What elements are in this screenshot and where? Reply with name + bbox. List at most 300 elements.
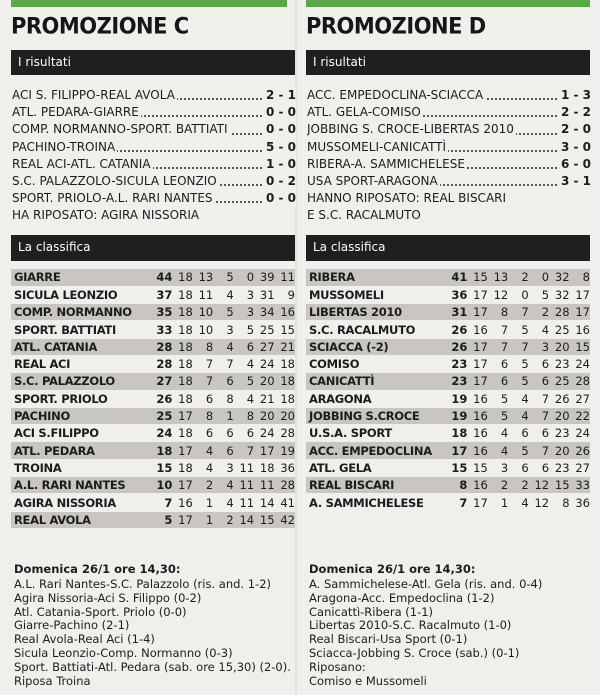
stat-cell: 11 <box>234 494 254 511</box>
stat-cell: 13 <box>193 269 213 286</box>
result-score: 3 - 0 <box>560 139 591 154</box>
standings-row <box>306 269 590 286</box>
stat-cell: 12 <box>529 477 549 494</box>
stat-cell: 17 <box>467 494 487 511</box>
stat-cell: 2 <box>213 511 233 528</box>
stat-cell: 2 <box>508 477 528 494</box>
team-name: S.C. PALAZZOLO <box>11 373 149 390</box>
stat-cell: 17 <box>570 286 590 303</box>
team-name: LIBERTAS 2010 <box>306 304 444 321</box>
result-score: 6 - 0 <box>560 156 591 171</box>
stat-cell: 9 <box>275 286 295 303</box>
stat-cell: 18 <box>172 425 192 442</box>
stat-cell: 1 <box>193 494 213 511</box>
result-score: 1 - 0 <box>265 156 296 171</box>
standings-row <box>11 269 295 286</box>
stat-cell: 2 <box>508 269 528 286</box>
results-header: I risultati <box>11 50 295 75</box>
right-accent-bar <box>306 0 590 7</box>
standings-row <box>11 355 295 372</box>
stat-cell: 16 <box>467 477 487 494</box>
stat-cell: 16 <box>570 321 590 338</box>
stat-cell: 6 <box>234 425 254 442</box>
standings-row <box>306 425 590 442</box>
team-name: SPORT. BATTIATI <box>11 321 149 338</box>
stat-cell: 28 <box>570 373 590 390</box>
stat-cell: 21 <box>275 338 295 355</box>
stat-cell: 3 <box>529 338 549 355</box>
team-name: COMISO <box>306 355 444 372</box>
points-cell: 26 <box>149 390 173 407</box>
result-row <box>12 104 296 121</box>
result-match: ACI S. FILIPPO-REAL AVOLA <box>12 88 175 102</box>
stat-cell: 4 <box>213 477 233 494</box>
points-cell: 19 <box>444 390 468 407</box>
stat-cell: 20 <box>549 442 569 459</box>
standings-row <box>306 390 590 407</box>
team-name: ARAGONA <box>306 390 444 407</box>
stat-cell: 6 <box>213 373 233 390</box>
schedule <box>309 562 593 687</box>
stat-cell: 5 <box>508 355 528 372</box>
stat-cell: 17 <box>467 338 487 355</box>
stat-cell: 25 <box>254 321 274 338</box>
stat-cell: 19 <box>275 442 295 459</box>
points-cell: 28 <box>149 338 173 355</box>
stat-cell: 2 <box>488 477 508 494</box>
points-cell: 15 <box>149 459 173 476</box>
result-score: 1 - 3 <box>560 88 591 102</box>
standings-row <box>11 425 295 442</box>
team-name: CANICATTÌ <box>306 373 444 390</box>
stat-cell: 14 <box>254 494 274 511</box>
stat-cell: 39 <box>254 269 274 286</box>
standings-header: La classifica <box>11 235 295 261</box>
standings-row <box>306 304 590 321</box>
stat-cell: 3 <box>234 304 254 321</box>
stat-cell: 20 <box>275 407 295 424</box>
stat-cell: 4 <box>488 425 508 442</box>
stat-cell: 20 <box>549 407 569 424</box>
points-cell: 10 <box>149 477 173 494</box>
schedule-line: Riposa Troina <box>14 673 91 688</box>
standings-row <box>11 442 295 459</box>
stat-cell: 6 <box>508 425 528 442</box>
stat-cell: 2 <box>193 477 213 494</box>
stat-cell: 23 <box>549 355 569 372</box>
stat-cell: 7 <box>508 338 528 355</box>
stat-cell: 11 <box>254 477 274 494</box>
team-name: S.C. RACALMUTO <box>306 321 444 338</box>
result-match: PACHINO-TROINA <box>12 139 116 154</box>
stat-cell: 32 <box>549 286 569 303</box>
result-match: RIBERA-A. SAMMICHELESE <box>307 156 465 171</box>
points-cell: 36 <box>444 286 468 303</box>
stat-cell: 4 <box>193 459 213 476</box>
points-cell: 25 <box>149 407 173 424</box>
stat-cell: 4 <box>529 321 549 338</box>
stat-cell: 32 <box>549 269 569 286</box>
stat-cell: 17 <box>467 355 487 372</box>
points-cell: 28 <box>149 355 173 372</box>
stat-cell: 15 <box>467 459 487 476</box>
stat-cell: 8 <box>193 407 213 424</box>
stat-cell: 7 <box>529 442 549 459</box>
stat-cell: 15 <box>570 338 590 355</box>
section-title: PROMOZIONE C <box>11 13 189 39</box>
result-match: MUSSOMELI-CANICATTÌ <box>307 139 447 154</box>
stat-cell: 4 <box>213 286 233 303</box>
points-cell: 23 <box>444 355 468 372</box>
stat-cell: 33 <box>570 477 590 494</box>
stat-cell: 5 <box>488 407 508 424</box>
stat-cell: 24 <box>570 355 590 372</box>
stat-cell: 12 <box>529 494 549 511</box>
result-match: USA SPORT-ARAGONA <box>307 173 438 188</box>
stat-cell: 18 <box>172 269 192 286</box>
stat-cell: 15 <box>275 321 295 338</box>
stat-cell: 17 <box>570 304 590 321</box>
stat-cell: 7 <box>529 390 549 407</box>
stat-cell: 0 <box>529 269 549 286</box>
stat-cell: 18 <box>172 459 192 476</box>
team-name: SICULA LEONZIO <box>11 286 149 303</box>
stat-cell: 17 <box>172 442 192 459</box>
standings-row <box>306 286 590 303</box>
stat-cell: 0 <box>234 269 254 286</box>
stat-cell: 16 <box>467 442 487 459</box>
stat-cell: 16 <box>467 321 487 338</box>
stat-cell: 36 <box>570 494 590 511</box>
standings-row <box>11 477 295 494</box>
schedule-line: Sciacca-Jobbing S. Croce (sab.) (0-1) <box>309 645 520 660</box>
stat-cell: 8 <box>488 304 508 321</box>
result-row <box>307 104 591 121</box>
stat-cell: 18 <box>172 373 192 390</box>
stat-cell: 11 <box>193 286 213 303</box>
stat-cell: 6 <box>529 425 549 442</box>
stat-cell: 16 <box>467 390 487 407</box>
points-cell: 26 <box>444 321 468 338</box>
schedule-line: Real Avola-Real Aci (1-4) <box>14 632 155 647</box>
stat-cell: 16 <box>172 494 192 511</box>
stat-cell: 21 <box>254 390 274 407</box>
standings-row <box>306 459 590 476</box>
stat-cell: 18 <box>172 286 192 303</box>
results-list <box>307 87 591 224</box>
standings-row <box>306 338 590 355</box>
stat-cell: 20 <box>254 407 274 424</box>
stat-cell: 7 <box>193 355 213 372</box>
stat-cell: 22 <box>570 407 590 424</box>
result-row <box>307 121 591 138</box>
standings-row <box>11 373 295 390</box>
points-cell: 18 <box>149 442 173 459</box>
points-cell: 8 <box>444 477 468 494</box>
standings-table <box>11 269 295 529</box>
stat-cell: 4 <box>508 494 528 511</box>
stat-cell: 28 <box>549 304 569 321</box>
stat-cell: 27 <box>254 338 274 355</box>
schedule-line: Agira Nissoria-Aci S. Filippo (0-2) <box>14 590 202 605</box>
stat-cell: 17 <box>467 286 487 303</box>
stat-cell: 4 <box>488 442 508 459</box>
team-name: TROINA <box>11 459 149 476</box>
standings-table <box>306 269 590 512</box>
stat-cell: 7 <box>193 373 213 390</box>
points-cell: 7 <box>149 494 173 511</box>
stat-cell: 5 <box>213 304 233 321</box>
stat-cell: 18 <box>275 355 295 372</box>
standings-row <box>306 477 590 494</box>
team-name: SCIACCA (-2) <box>306 338 444 355</box>
team-name: JOBBING S.CROCE <box>306 407 444 424</box>
stat-cell: 6 <box>529 459 549 476</box>
points-cell: 33 <box>149 321 173 338</box>
team-name: A. SAMMICHELESE <box>306 494 444 511</box>
stat-cell: 6 <box>193 425 213 442</box>
stat-cell: 5 <box>508 442 528 459</box>
schedule-line: Giarre-Pachino (2-1) <box>14 618 130 633</box>
results-list <box>12 87 296 224</box>
stat-cell: 6 <box>508 459 528 476</box>
rest-note: HANNO RIPOSATO: REAL BISCARI <box>307 191 507 206</box>
result-row <box>12 190 296 207</box>
schedule-line: Comiso e Mussomeli <box>309 673 427 688</box>
stat-cell: 6 <box>529 373 549 390</box>
standings-row <box>306 355 590 372</box>
stat-cell: 8 <box>193 338 213 355</box>
team-name: GIARRE <box>11 269 149 286</box>
stat-cell: 4 <box>508 407 528 424</box>
stat-cell: 5 <box>234 321 254 338</box>
stat-cell: 6 <box>529 355 549 372</box>
standings-row <box>11 390 295 407</box>
stat-cell: 0 <box>508 286 528 303</box>
standings-row <box>11 304 295 321</box>
points-cell: 35 <box>149 304 173 321</box>
result-score: 2 - 2 <box>560 105 591 120</box>
stat-cell: 34 <box>254 304 274 321</box>
schedule-line: Sicula Leonzio-Comp. Normanno (0-3) <box>14 645 233 660</box>
stat-cell: 5 <box>508 373 528 390</box>
result-row <box>307 139 591 156</box>
stat-cell: 27 <box>570 390 590 407</box>
stat-cell: 18 <box>172 355 192 372</box>
team-name: ATL. PEDARA <box>11 442 149 459</box>
standings-row <box>306 321 590 338</box>
stat-cell: 3 <box>213 321 233 338</box>
standings-row <box>306 407 590 424</box>
standings-row <box>11 321 295 338</box>
rest-note: E S.C. RACALMUTO <box>307 208 421 223</box>
result-score: 3 - 1 <box>560 173 591 188</box>
schedule <box>14 562 298 687</box>
section-title: PROMOZIONE D <box>306 13 486 39</box>
stat-cell: 10 <box>193 321 213 338</box>
stat-cell: 18 <box>275 373 295 390</box>
result-row <box>12 121 296 138</box>
team-name: ATL. CATANIA <box>11 338 149 355</box>
team-name: ACC. EMPEDOCLINA <box>306 442 444 459</box>
points-cell: 23 <box>444 373 468 390</box>
stat-cell: 17 <box>467 304 487 321</box>
stat-cell: 15 <box>254 511 274 528</box>
stat-cell: 1 <box>488 494 508 511</box>
result-score: 2 - 0 <box>560 122 591 137</box>
stat-cell: 6 <box>213 442 233 459</box>
standings-row <box>11 286 295 303</box>
stat-cell: 4 <box>234 355 254 372</box>
stat-cell: 3 <box>213 459 233 476</box>
stat-cell: 12 <box>488 286 508 303</box>
points-cell: 19 <box>444 407 468 424</box>
stat-cell: 20 <box>549 338 569 355</box>
team-name: RIBERA <box>306 269 444 286</box>
stat-cell: 11 <box>234 459 254 476</box>
stat-cell: 6 <box>488 355 508 372</box>
result-match: SPORT. PRIOLO-A.L. RARI NANTES <box>12 191 213 206</box>
schedule-line: Riposano: <box>309 659 366 674</box>
stat-cell: 17 <box>172 407 192 424</box>
standings-row <box>11 407 295 424</box>
stat-cell: 11 <box>234 477 254 494</box>
schedule-line: Libertas 2010-S.C. Racalmuto (1-0) <box>309 618 512 633</box>
stat-cell: 7 <box>529 407 549 424</box>
team-name: SPORT. PRIOLO <box>11 390 149 407</box>
stat-cell: 3 <box>234 286 254 303</box>
schedule-line: Atl. Catania-Sport. Priolo (0-0) <box>14 604 187 619</box>
stat-cell: 7 <box>488 338 508 355</box>
stat-cell: 15 <box>467 269 487 286</box>
team-name: ATL. GELA <box>306 459 444 476</box>
team-name: ACI S.FILIPPO <box>11 425 149 442</box>
stat-cell: 42 <box>275 511 295 528</box>
stat-cell: 7 <box>234 442 254 459</box>
stat-cell: 17 <box>172 477 192 494</box>
schedule-line: Real Biscari-Usa Sport (0-1) <box>309 632 468 647</box>
stat-cell: 10 <box>193 304 213 321</box>
stat-cell: 4 <box>234 390 254 407</box>
stat-cell: 8 <box>213 390 233 407</box>
team-name: AGIRA NISSORIA <box>11 494 149 511</box>
team-name: PACHINO <box>11 407 149 424</box>
points-cell: 44 <box>149 269 173 286</box>
stat-cell: 24 <box>570 425 590 442</box>
schedule-title: Domenica 26/1 ore 14,30: <box>309 562 476 576</box>
stat-cell: 18 <box>254 459 274 476</box>
standings-row <box>306 373 590 390</box>
team-name: REAL AVOLA <box>11 511 149 528</box>
schedule-line: A.L. Rari Nantes-S.C. Palazzolo (ris. and. 1-2) <box>14 577 271 591</box>
result-row <box>307 87 591 104</box>
schedule-line: Canicattì-Ribera (1-1) <box>309 604 434 619</box>
stat-cell: 6 <box>193 390 213 407</box>
stat-cell: 16 <box>467 425 487 442</box>
standings-header: La classifica <box>306 235 590 261</box>
team-name: REAL ACI <box>11 355 149 372</box>
team-name: A.L. RARI NANTES <box>11 477 149 494</box>
stat-cell: 14 <box>234 511 254 528</box>
stat-cell: 18 <box>172 321 192 338</box>
team-name: COMP. NORMANNO <box>11 304 149 321</box>
result-score: 0 - 0 <box>265 105 296 120</box>
stat-cell: 1 <box>193 511 213 528</box>
stat-cell: 7 <box>488 321 508 338</box>
stat-cell: 2 <box>529 304 549 321</box>
points-cell: 17 <box>444 442 468 459</box>
result-match: COMP. NORMANNO-SPORT. BATTIATI <box>12 122 228 137</box>
stat-cell: 18 <box>172 304 192 321</box>
standings-row <box>11 338 295 355</box>
points-cell: 27 <box>149 373 173 390</box>
stat-cell: 13 <box>488 269 508 286</box>
points-cell: 37 <box>149 286 173 303</box>
stat-cell: 41 <box>275 494 295 511</box>
stat-cell: 17 <box>467 373 487 390</box>
result-score: 0 - 0 <box>265 191 296 206</box>
stat-cell: 16 <box>467 407 487 424</box>
stat-cell: 5 <box>213 269 233 286</box>
team-name: U.S.A. SPORT <box>306 425 444 442</box>
standings-row <box>306 494 590 511</box>
result-match: ATL. PEDARA-GIARRE <box>12 105 139 120</box>
schedule-title: Domenica 26/1 ore 14,30: <box>14 562 181 576</box>
stat-cell: 36 <box>275 459 295 476</box>
stat-cell: 7 <box>213 355 233 372</box>
points-cell: 24 <box>149 425 173 442</box>
results-header: I risultati <box>306 50 590 75</box>
result-row <box>307 173 591 190</box>
stat-cell: 5 <box>508 321 528 338</box>
stat-cell: 6 <box>234 338 254 355</box>
result-match: JOBBING S. CROCE-LIBERTAS 2010 <box>307 122 514 137</box>
result-row <box>12 156 296 173</box>
stat-cell: 1 <box>213 407 233 424</box>
points-cell: 18 <box>444 425 468 442</box>
stat-cell: 27 <box>570 459 590 476</box>
schedule-line: Aragona-Acc. Empedoclina (1-2) <box>309 590 495 605</box>
stat-cell: 11 <box>275 269 295 286</box>
stat-cell: 5 <box>529 286 549 303</box>
stat-cell: 8 <box>549 494 569 511</box>
stat-cell: 18 <box>172 390 192 407</box>
left-accent-bar <box>11 0 287 7</box>
schedule-line: A. Sammichelese-Atl. Gela (ris. and. 0-4) <box>309 577 543 591</box>
standings-row <box>306 442 590 459</box>
stat-cell: 4 <box>508 390 528 407</box>
result-row <box>307 156 591 173</box>
result-match: ACC. EMPEDOCLINA-SCIACCA <box>307 88 484 102</box>
points-cell: 7 <box>444 494 468 511</box>
team-name: MUSSOMELI <box>306 286 444 303</box>
stat-cell: 26 <box>549 390 569 407</box>
team-name: REAL BISCARI <box>306 477 444 494</box>
stat-cell: 24 <box>254 425 274 442</box>
stat-cell: 6 <box>213 425 233 442</box>
standings-row <box>11 459 295 476</box>
stat-cell: 23 <box>549 425 569 442</box>
points-cell: 15 <box>444 459 468 476</box>
stat-cell: 6 <box>488 373 508 390</box>
schedule-line: Sport. Battiati-Atl. Pedara (sab. ore 15,30) (2-0). <box>14 659 291 674</box>
stat-cell: 16 <box>275 304 295 321</box>
stat-cell: 3 <box>488 459 508 476</box>
result-row <box>12 139 296 156</box>
standings-row <box>11 511 295 528</box>
stat-cell: 17 <box>254 442 274 459</box>
stat-cell: 4 <box>213 494 233 511</box>
